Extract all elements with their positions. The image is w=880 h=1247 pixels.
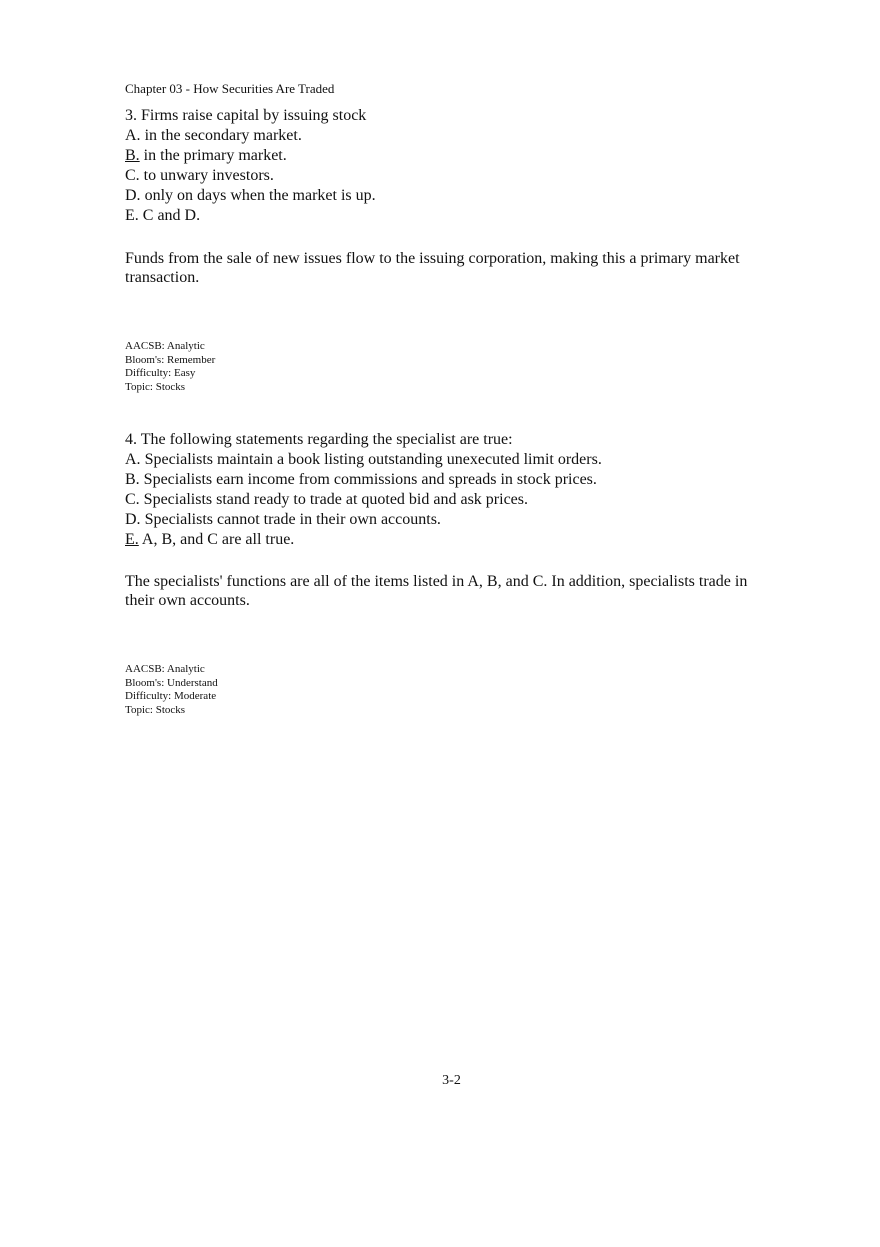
aacsb-tag: AACSB: Analytic [125, 340, 205, 352]
answer-option-d [125, 510, 765, 530]
bloom-tag: Bloom's: Understand [125, 676, 218, 689]
topic-tag: Topic: Stocks [125, 703, 186, 716]
option-text: to unwary investors. [139, 167, 274, 184]
answer-option-e [125, 206, 765, 226]
option-letter: E. [125, 207, 139, 224]
answer-option-b [125, 146, 765, 166]
option-letter: D. [125, 187, 141, 204]
answer-option-a [125, 450, 765, 470]
chapter-header: Chapter 03 - How Securities Are Traded [125, 81, 335, 96]
answer-option-d [125, 186, 765, 206]
bloom-tag: Bloom's: Remember [125, 353, 216, 366]
metadata-4 [125, 663, 218, 717]
question-3 [125, 106, 765, 226]
explanation-4: The specialists' functions are all of the items listed in A, B, and C. In addition, specialists trade in their own accounts. [125, 573, 748, 609]
option-letter: A. [125, 127, 141, 144]
correct-option-letter: E. [125, 531, 139, 548]
question-4 [125, 430, 765, 550]
option-letter: D. [125, 511, 141, 528]
option-letter: C. [125, 491, 140, 508]
option-letter: C. [125, 167, 140, 184]
answer-option-b [125, 470, 765, 490]
option-text: A, B, and C are all true. [138, 531, 295, 548]
option-text: Specialists stand ready to trade at quoted bid and ask prices. [139, 491, 529, 508]
option-letter: B. [125, 471, 140, 488]
metadata-3 [125, 340, 215, 394]
option-text: only on days when the market is up. [140, 187, 376, 204]
answer-option-c [125, 166, 765, 186]
option-letter: A. [125, 451, 141, 468]
explanation-3: Funds from the sale of new issues flow to the issuing corporation, making this a primary market transaction. [125, 250, 740, 286]
option-text: Specialists earn income from commissions and spreads in stock prices. [139, 471, 597, 488]
answer-option-e [125, 530, 765, 550]
option-text: in the secondary market. [140, 127, 302, 144]
topic-tag: Topic: Stocks [125, 380, 186, 393]
option-text: C and D. [138, 207, 201, 224]
option-text: Specialists maintain a book listing outstanding unexecuted limit orders. [140, 451, 602, 468]
option-text: Specialists cannot trade in their own accounts. [140, 511, 441, 528]
answer-option-c [125, 490, 765, 510]
answer-option-a [125, 126, 765, 146]
page-number: 3-2 [442, 1073, 461, 1088]
aacsb-tag: AACSB: Analytic [125, 663, 205, 675]
question-stem: 3. Firms raise capital by issuing stock [125, 107, 367, 124]
option-text: in the primary market. [139, 147, 287, 164]
difficulty-tag: Difficulty: Moderate [125, 690, 217, 702]
difficulty-tag: Difficulty: Easy [125, 367, 196, 379]
question-stem: 4. The following statements regarding the specialist are true: [125, 431, 513, 448]
correct-option-letter: B. [125, 147, 140, 164]
